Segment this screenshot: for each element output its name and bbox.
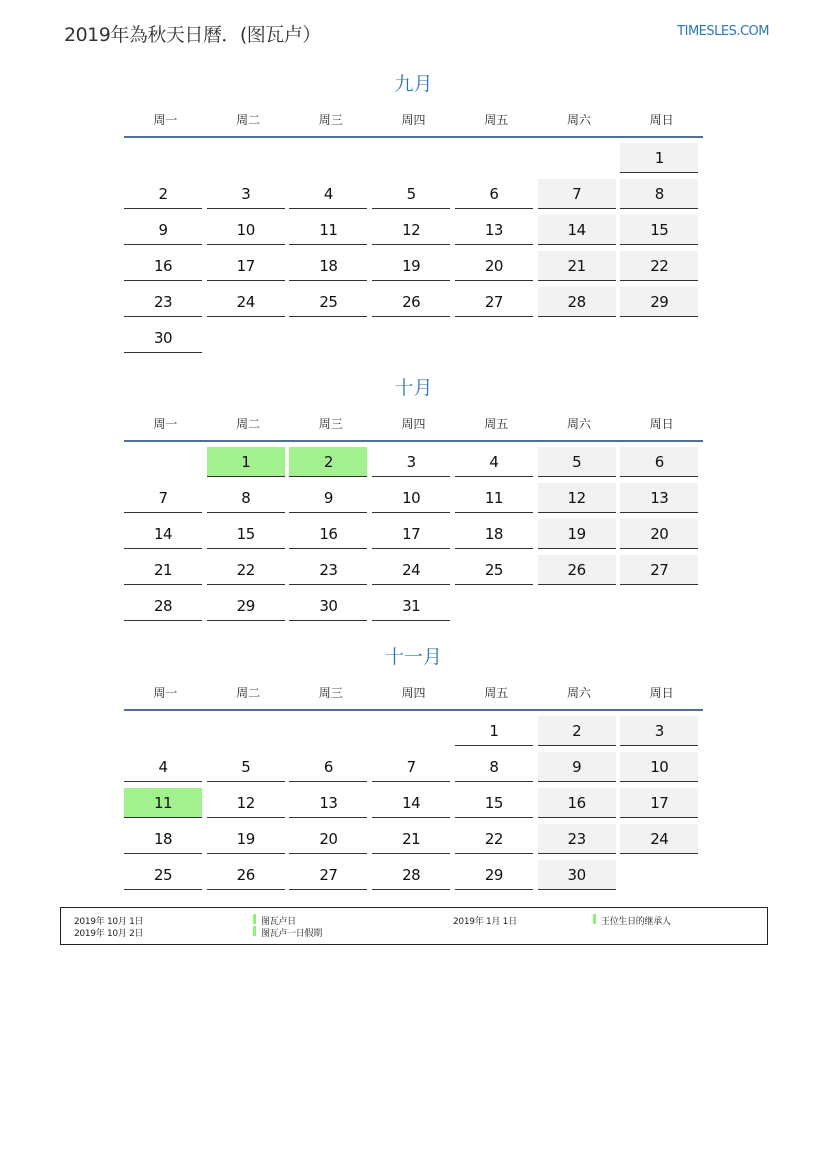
day-number[interactable]: 13 [289, 788, 367, 818]
day-cell [289, 716, 372, 752]
day-cell [620, 860, 703, 896]
day-number[interactable]: 21 [372, 824, 450, 854]
day-number[interactable]: 18 [124, 824, 202, 854]
week-row [124, 287, 703, 323]
day-cell [620, 215, 703, 251]
day-cell [207, 215, 290, 251]
day-number[interactable]: 4 [124, 752, 202, 782]
holiday-date[interactable]: 11 [124, 788, 202, 818]
day-cell [372, 215, 455, 251]
weekday-label: 周日 [649, 113, 674, 127]
day-cell [124, 591, 207, 627]
day-cell [538, 447, 621, 483]
week-row [124, 215, 703, 251]
week-row [124, 483, 703, 519]
day-cell [289, 447, 372, 483]
day-cell [538, 287, 621, 323]
day-cell [538, 824, 621, 860]
day-number[interactable]: 10 [372, 483, 450, 513]
weekday-label: 周四 [401, 113, 426, 127]
day-cell [538, 519, 621, 555]
day-number[interactable]: 24 [207, 287, 285, 317]
day-cell [372, 752, 455, 788]
day-cell [207, 860, 290, 896]
day-cell [372, 323, 455, 359]
day-cell [289, 483, 372, 519]
day-number[interactable]: 26 [538, 555, 616, 585]
weekday-label: 周三 [318, 417, 343, 431]
weekday-label: 周一 [153, 417, 178, 431]
weekday-header [124, 681, 703, 709]
day-cell [372, 143, 455, 179]
weekday-label: 周三 [318, 113, 343, 127]
day-number[interactable]: 6 [455, 179, 533, 209]
day-number[interactable]: 16 [124, 251, 202, 281]
day-cell [124, 287, 207, 323]
legend-marker [253, 926, 256, 936]
weekday-label: 周六 [566, 417, 591, 431]
day-cell [455, 447, 538, 483]
day-cell [620, 752, 703, 788]
page-title: 2019年為秋天日曆．(图瓦卢） [64, 24, 321, 46]
day-cell [538, 215, 621, 251]
day-cell [372, 860, 455, 896]
day-number[interactable]: 21 [538, 251, 616, 281]
day-cell [372, 519, 455, 555]
day-cell [372, 251, 455, 287]
day-number[interactable]: 20 [455, 251, 533, 281]
day-number[interactable]: 6 [289, 752, 367, 782]
day-number[interactable]: 22 [455, 824, 533, 854]
day-cell [289, 323, 372, 359]
day-cell [207, 483, 290, 519]
day-cell [289, 287, 372, 323]
day-number[interactable]: 8 [455, 752, 533, 782]
day-cell [455, 287, 538, 323]
weekday-label: 周一 [153, 113, 178, 127]
day-cell [207, 447, 290, 483]
day-number[interactable]: 14 [124, 519, 202, 549]
holiday-date[interactable]: 2 [289, 447, 367, 477]
day-number[interactable]: 15 [207, 519, 285, 549]
day-number[interactable]: 5 [207, 752, 285, 782]
day-cell [538, 251, 621, 287]
day-number[interactable]: 9 [538, 752, 616, 782]
month-title: 十一月 [384, 646, 442, 668]
day-cell [207, 143, 290, 179]
day-cell [620, 716, 703, 752]
day-cell [620, 555, 703, 591]
day-number[interactable]: 11 [289, 215, 367, 245]
day-number[interactable]: 28 [372, 860, 450, 890]
day-cell [455, 752, 538, 788]
day-cell [620, 447, 703, 483]
weekday-label: 周六 [566, 113, 591, 127]
week-row [124, 788, 703, 824]
day-number[interactable]: 29 [207, 591, 285, 621]
weekday-label: 周五 [484, 113, 509, 127]
header-divider [124, 136, 703, 138]
legend-holiday-name: 王位生日的继承人 [601, 917, 671, 927]
weekday-label: 周六 [566, 686, 591, 700]
day-cell [289, 215, 372, 251]
day-cell [620, 143, 703, 179]
day-cell [620, 287, 703, 323]
day-number[interactable]: 26 [372, 287, 450, 317]
day-cell [207, 519, 290, 555]
day-cell [538, 591, 621, 627]
day-number[interactable]: 11 [455, 483, 533, 513]
day-cell [538, 555, 621, 591]
week-row [124, 716, 703, 752]
day-cell [538, 752, 621, 788]
day-number[interactable]: 16 [538, 788, 616, 818]
day-cell [289, 143, 372, 179]
day-cell [372, 824, 455, 860]
day-number[interactable]: 13 [455, 215, 533, 245]
day-cell [455, 716, 538, 752]
day-cell [124, 860, 207, 896]
day-cell [620, 591, 703, 627]
day-cell [620, 179, 703, 215]
day-cell [124, 752, 207, 788]
day-cell [207, 287, 290, 323]
day-cell [455, 215, 538, 251]
day-number[interactable]: 20 [289, 824, 367, 854]
day-number[interactable]: 7 [124, 483, 202, 513]
week-row [124, 555, 703, 591]
month-block [124, 70, 703, 359]
day-number[interactable]: 27 [620, 555, 698, 585]
day-cell [124, 483, 207, 519]
day-number[interactable]: 2 [538, 716, 616, 746]
month-title: 十月 [394, 377, 433, 399]
legend-holiday-name: 图瓦卢日 [261, 917, 296, 927]
day-cell [124, 716, 207, 752]
day-number[interactable]: 3 [620, 716, 698, 746]
weekday-header [124, 108, 703, 136]
day-cell [372, 591, 455, 627]
day-number[interactable]: 19 [372, 251, 450, 281]
day-cell [207, 179, 290, 215]
week-row [124, 860, 703, 896]
day-cell [620, 824, 703, 860]
day-number[interactable]: 18 [455, 519, 533, 549]
day-grid [124, 143, 703, 359]
day-number[interactable]: 13 [620, 483, 698, 513]
day-number[interactable]: 10 [207, 215, 285, 245]
day-cell [207, 591, 290, 627]
day-cell [372, 555, 455, 591]
weekday-header [124, 412, 703, 440]
day-number[interactable]: 30 [289, 591, 367, 621]
week-row [124, 752, 703, 788]
day-cell [207, 555, 290, 591]
day-cell [538, 323, 621, 359]
weekday-label: 周三 [318, 686, 343, 700]
day-cell [124, 215, 207, 251]
day-number[interactable]: 10 [620, 752, 698, 782]
day-number[interactable]: 26 [207, 860, 285, 890]
day-number[interactable]: 31 [372, 591, 450, 621]
day-cell [289, 752, 372, 788]
day-cell [124, 323, 207, 359]
day-number[interactable]: 25 [289, 287, 367, 317]
day-cell [620, 323, 703, 359]
weekday-label: 周日 [649, 686, 674, 700]
day-cell [289, 251, 372, 287]
weekday-label: 周一 [153, 686, 178, 700]
day-cell [289, 555, 372, 591]
day-number[interactable]: 6 [620, 447, 698, 477]
weekday-label: 周四 [401, 417, 426, 431]
legend-holiday-name: 图瓦卢一日假期 [261, 929, 322, 939]
day-number[interactable]: 21 [124, 555, 202, 585]
day-cell [124, 179, 207, 215]
day-number[interactable]: 23 [538, 824, 616, 854]
day-number[interactable]: 19 [207, 824, 285, 854]
day-cell [538, 179, 621, 215]
week-row [124, 824, 703, 860]
month-block [124, 643, 703, 896]
site-name[interactable]: TIMESLES.COM [677, 24, 769, 39]
day-number[interactable]: 20 [620, 519, 698, 549]
day-number[interactable]: 25 [124, 860, 202, 890]
day-cell [455, 251, 538, 287]
day-cell [124, 447, 207, 483]
day-number[interactable]: 9 [124, 215, 202, 245]
day-cell [538, 483, 621, 519]
week-row [124, 447, 703, 483]
day-cell [372, 716, 455, 752]
day-cell [124, 143, 207, 179]
day-number[interactable]: 8 [620, 179, 698, 209]
day-cell [620, 519, 703, 555]
day-cell [538, 860, 621, 896]
day-cell [124, 555, 207, 591]
day-cell [207, 824, 290, 860]
day-cell [207, 323, 290, 359]
day-cell [538, 143, 621, 179]
day-number[interactable]: 14 [372, 788, 450, 818]
day-number[interactable]: 30 [538, 860, 616, 890]
day-cell [455, 483, 538, 519]
day-cell [372, 179, 455, 215]
day-cell [455, 143, 538, 179]
day-cell [455, 179, 538, 215]
day-cell [124, 824, 207, 860]
day-cell [124, 519, 207, 555]
day-cell [289, 860, 372, 896]
day-number[interactable]: 28 [538, 287, 616, 317]
week-row [124, 251, 703, 287]
day-cell [620, 251, 703, 287]
week-row [124, 591, 703, 627]
legend-date: 2019年 1月 1日 [453, 917, 517, 927]
day-cell [620, 788, 703, 824]
day-grid [124, 447, 703, 627]
day-number[interactable]: 12 [372, 215, 450, 245]
day-number[interactable]: 14 [538, 215, 616, 245]
day-cell [455, 860, 538, 896]
week-row [124, 519, 703, 555]
weekday-label: 周二 [236, 417, 261, 431]
weekday-label: 周二 [236, 113, 261, 127]
day-number[interactable]: 27 [455, 287, 533, 317]
day-cell [289, 824, 372, 860]
day-number[interactable]: 22 [620, 251, 698, 281]
day-cell [455, 788, 538, 824]
day-number[interactable]: 24 [620, 824, 698, 854]
legend-date: 2019年 10月 1日 [74, 917, 144, 927]
weekday-label: 周日 [649, 417, 674, 431]
day-number[interactable]: 17 [372, 519, 450, 549]
month-block [124, 374, 703, 627]
day-number[interactable]: 5 [538, 447, 616, 477]
day-number[interactable]: 25 [455, 555, 533, 585]
day-number[interactable]: 16 [289, 519, 367, 549]
day-number[interactable]: 8 [207, 483, 285, 513]
day-number[interactable]: 4 [289, 179, 367, 209]
day-cell [207, 251, 290, 287]
day-cell [124, 788, 207, 824]
day-cell [538, 788, 621, 824]
weekday-label: 周二 [236, 686, 261, 700]
day-cell [538, 716, 621, 752]
day-cell [455, 323, 538, 359]
day-number[interactable]: 12 [538, 483, 616, 513]
day-number[interactable]: 17 [207, 251, 285, 281]
day-number[interactable]: 12 [207, 788, 285, 818]
day-number[interactable]: 3 [372, 447, 450, 477]
day-number[interactable]: 7 [538, 179, 616, 209]
day-number[interactable]: 15 [620, 215, 698, 245]
day-cell [289, 788, 372, 824]
day-number[interactable]: 7 [372, 752, 450, 782]
day-cell [455, 591, 538, 627]
day-number[interactable]: 17 [620, 788, 698, 818]
legend-date: 2019年 10月 2日 [74, 929, 144, 939]
day-cell [620, 483, 703, 519]
weekday-label: 周五 [484, 686, 509, 700]
day-cell [207, 788, 290, 824]
week-row [124, 179, 703, 215]
day-number[interactable]: 4 [455, 447, 533, 477]
day-number[interactable]: 28 [124, 591, 202, 621]
header-divider [124, 709, 703, 711]
day-number[interactable]: 9 [289, 483, 367, 513]
day-number[interactable]: 30 [124, 323, 202, 353]
legend-marker [253, 914, 256, 924]
day-grid [124, 716, 703, 896]
month-title: 九月 [394, 73, 433, 95]
day-number[interactable]: 22 [207, 555, 285, 585]
day-cell [455, 824, 538, 860]
day-number[interactable]: 23 [124, 287, 202, 317]
day-number[interactable]: 24 [372, 555, 450, 585]
day-number[interactable]: 2 [124, 179, 202, 209]
day-cell [455, 555, 538, 591]
day-number[interactable]: 15 [455, 788, 533, 818]
day-cell [289, 179, 372, 215]
day-cell [372, 287, 455, 323]
day-cell [207, 716, 290, 752]
day-number[interactable]: 5 [372, 179, 450, 209]
day-cell [124, 251, 207, 287]
day-cell [372, 483, 455, 519]
day-number[interactable]: 3 [207, 179, 285, 209]
day-number[interactable]: 29 [620, 287, 698, 317]
day-cell [207, 752, 290, 788]
day-number[interactable]: 23 [289, 555, 367, 585]
day-cell [455, 519, 538, 555]
day-number[interactable]: 18 [289, 251, 367, 281]
day-cell [372, 788, 455, 824]
day-cell [289, 591, 372, 627]
day-number[interactable]: 19 [538, 519, 616, 549]
day-cell [372, 447, 455, 483]
weekday-label: 周五 [484, 417, 509, 431]
legend-marker [593, 914, 596, 924]
day-number[interactable]: 29 [455, 860, 533, 890]
day-number[interactable]: 27 [289, 860, 367, 890]
holiday-legend [60, 907, 768, 945]
header-divider [124, 440, 703, 442]
holiday-date[interactable]: 1 [207, 447, 285, 477]
day-number[interactable]: 1 [455, 716, 533, 746]
day-number[interactable]: 1 [620, 143, 698, 173]
weekday-label: 周四 [401, 686, 426, 700]
week-row [124, 143, 703, 179]
week-row [124, 323, 703, 359]
day-cell [289, 519, 372, 555]
